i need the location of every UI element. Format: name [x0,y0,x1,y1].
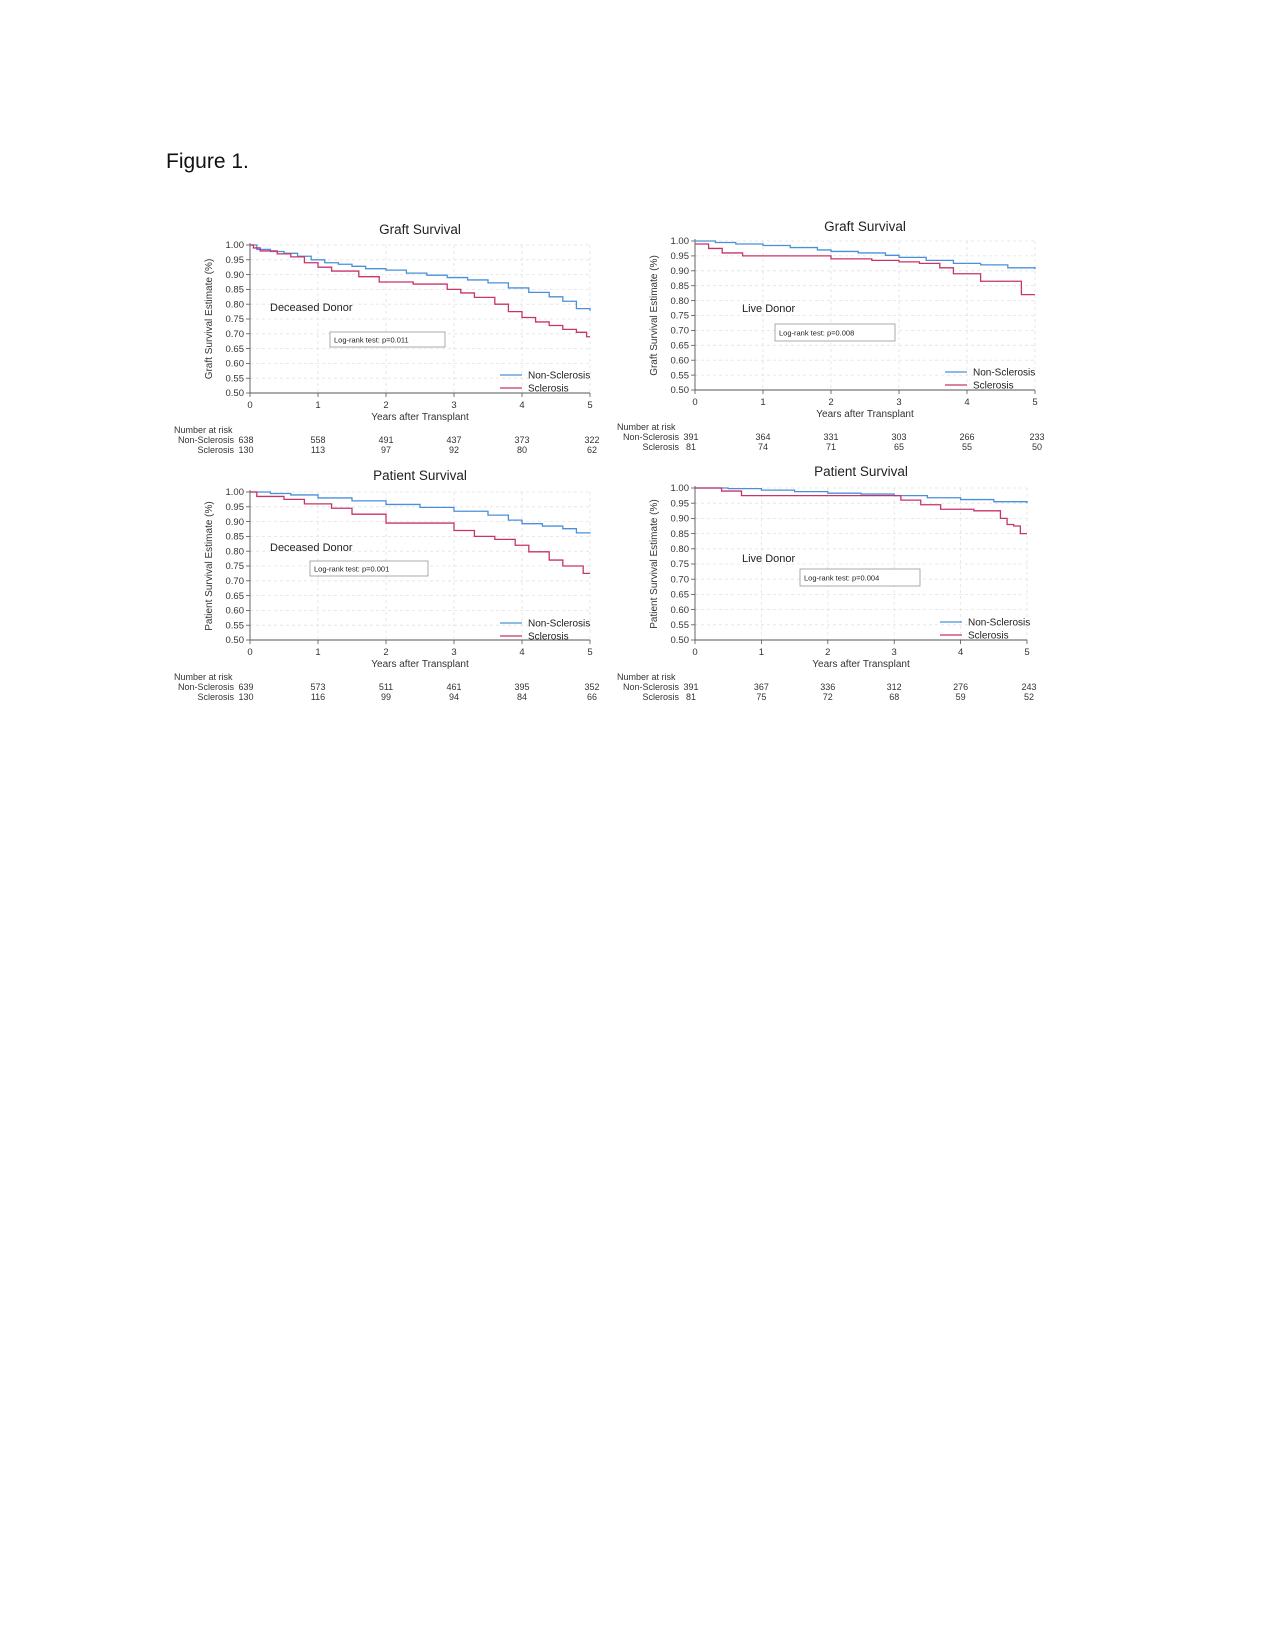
risk-count: 62 [586,445,598,455]
series-line-non-sclerosis [250,245,590,311]
y-tick-label: 0.75 [670,559,689,571]
risk-count: 352 [584,682,600,692]
risk-count: 638 [238,435,254,445]
risk-count: 84 [516,692,528,702]
y-tick-label: 0.65 [225,590,244,602]
risk-row-label: Non-Sclerosis [177,682,234,692]
series-line-sclerosis [695,244,1035,295]
x-tick-label: 4 [964,397,970,408]
risk-count: 367 [753,682,769,692]
risk-row-label: Sclerosis [197,445,234,455]
x-tick-label: 2 [825,647,831,658]
risk-count: 113 [310,445,326,455]
x-tick-label: 4 [519,400,525,411]
y-tick-label: 0.75 [225,561,244,573]
x-tick-label: 0 [692,397,698,408]
risk-count: 312 [886,682,902,692]
risk-count: 94 [448,692,460,702]
donor-label: Live Donor [742,303,796,315]
x-tick-label: 4 [519,647,525,658]
risk-count: 437 [446,435,462,445]
legend-label: Sclerosis [968,630,1009,642]
graft-survival-deceased-chart [170,222,640,480]
risk-count: 322 [584,435,600,445]
legend-label: Non-Sclerosis [968,617,1031,629]
risk-row-label: Non-Sclerosis [177,435,234,445]
y-tick-label: 0.70 [225,576,244,587]
risk-count: 99 [380,692,392,702]
x-tick-label: 1 [760,397,766,408]
y-tick-label: 0.60 [225,358,244,370]
risk-count: 243 [1021,682,1037,692]
y-tick-label: 0.50 [670,635,689,647]
donor-label: Live Donor [742,553,796,565]
x-tick-label: 1 [315,400,321,411]
risk-count: 130 [238,445,254,455]
x-tick-label: 0 [247,400,253,411]
x-tick-label: 0 [247,647,253,658]
risk-count: 558 [310,435,326,445]
legend-label: Sclerosis [528,383,569,395]
log-rank-text: Log-rank test: p=0.004 [804,573,880,583]
y-tick-label: 0.85 [670,528,689,540]
log-rank-text: Log-rank test: p=0.001 [314,564,390,574]
legend-label: Non-Sclerosis [973,367,1036,379]
y-tick-label: 0.90 [225,269,244,281]
y-tick-label: 0.65 [225,343,244,355]
risk-count: 97 [380,445,392,455]
risk-count: 50 [1031,442,1043,452]
y-tick-label: 0.90 [670,513,689,525]
y-tick-label: 0.60 [670,355,689,367]
y-tick-label: 1.00 [225,240,244,252]
risk-row-label: Sclerosis [197,692,234,702]
risk-count: 68 [889,692,900,702]
risk-row-label: Sclerosis [642,692,679,702]
x-tick-label: 2 [383,400,389,411]
x-tick-label: 3 [896,397,902,408]
risk-count: 511 [378,682,394,692]
log-rank-text: Log-rank test: p=0.011 [334,335,409,345]
y-tick-label: 0.90 [225,516,244,528]
y-tick-label: 0.70 [225,329,244,340]
x-tick-label: 4 [957,647,964,658]
y-axis-label: Patient Survival Estimate (%) [204,501,215,631]
risk-count: 303 [891,432,907,442]
chart-title: Patient Survival [814,464,908,479]
risk-count: 80 [516,445,528,455]
risk-count: 130 [238,692,254,702]
y-tick-label: 0.80 [225,299,244,311]
x-axis-label: Years after Transplant [812,659,910,670]
x-axis-label: Years after Transplant [371,659,469,670]
y-tick-label: 0.95 [225,502,244,513]
risk-count: 639 [238,682,254,692]
y-tick-label: 0.60 [225,605,244,617]
y-tick-label: 0.95 [225,255,244,266]
risk-row-label: Non-Sclerosis [622,682,679,692]
y-tick-label: 0.65 [670,340,689,352]
y-axis-label: Graft Survival Estimate (%) [204,258,215,380]
risk-count: 391 [683,682,699,692]
risk-count: 52 [1023,692,1035,702]
y-tick-label: 0.95 [670,251,689,263]
y-axis-label: Patient Survival Estimate (%) [649,499,660,629]
risk-count: 364 [755,432,771,442]
x-tick-label: 3 [451,647,457,658]
risk-count: 81 [685,442,697,452]
risk-count: 573 [310,682,326,692]
risk-count: 74 [757,442,769,452]
donor-label: Deceased Donor [270,302,353,314]
log-rank-text: Log-rank test: p=0.008 [779,328,855,338]
x-tick-label: 5 [587,400,593,411]
risk-count: 65 [893,442,905,452]
y-tick-label: 0.55 [670,370,689,382]
y-tick-label: 0.80 [670,544,689,555]
series-line-non-sclerosis [695,241,1035,269]
y-tick-label: 0.55 [225,373,244,385]
y-tick-label: 0.55 [225,620,244,632]
series-line-sclerosis [250,245,590,337]
x-tick-label: 1 [315,647,321,658]
y-tick-label: 0.50 [670,385,689,397]
x-tick-label: 3 [891,647,897,658]
risk-count: 491 [378,435,394,445]
risk-table-header: Number at risk [617,672,676,682]
risk-table-header: Number at risk [174,425,233,435]
risk-row-label: Non-Sclerosis [622,432,679,442]
chart-title: Patient Survival [373,468,467,483]
donor-label: Deceased Donor [270,542,353,554]
y-tick-label: 0.80 [670,295,689,307]
y-tick-label: 0.60 [670,604,689,616]
y-tick-label: 0.90 [670,266,689,277]
patient-survival-deceased-chart [170,468,640,741]
y-tick-label: 0.50 [225,388,244,400]
risk-count: 92 [448,445,460,455]
risk-count: 75 [756,692,767,702]
x-tick-label: 5 [1032,397,1038,408]
x-tick-label: 2 [383,647,389,658]
risk-count: 55 [961,442,973,452]
risk-table-header: Number at risk [174,672,233,682]
chart-title: Graft Survival [824,219,906,234]
risk-count: 71 [825,442,837,452]
y-tick-label: 0.85 [225,284,244,296]
y-tick-label: 0.70 [670,574,689,586]
risk-count: 266 [959,432,975,442]
legend-label: Sclerosis [973,380,1014,392]
y-tick-label: 0.65 [670,589,689,601]
legend-label: Non-Sclerosis [528,370,591,382]
y-tick-label: 0.95 [670,498,689,510]
y-tick-label: 0.55 [670,620,689,631]
risk-count: 331 [823,432,839,442]
y-tick-label: 1.00 [670,236,689,248]
y-tick-label: 0.75 [670,310,689,322]
risk-count: 336 [820,682,836,692]
y-tick-label: 1.00 [225,487,244,499]
risk-count: 81 [685,692,697,702]
series-line-non-sclerosis [250,492,590,533]
risk-count: 373 [514,435,530,445]
legend-label: Non-Sclerosis [528,618,591,630]
graft-survival-live-chart [617,219,1105,477]
risk-count: 116 [310,692,326,702]
risk-count: 59 [955,692,966,702]
y-tick-label: 0.70 [670,325,689,337]
risk-count: 276 [953,682,969,692]
x-tick-label: 0 [692,647,698,658]
y-tick-label: 0.50 [225,635,244,647]
x-tick-label: 5 [587,647,593,658]
risk-count: 72 [822,692,833,702]
series-line-sclerosis [695,488,1027,534]
y-tick-label: 1.00 [670,483,689,495]
risk-count: 391 [683,432,699,442]
x-tick-label: 1 [758,647,765,658]
legend-label: Sclerosis [528,631,569,643]
risk-count: 395 [514,682,530,692]
risk-count: 66 [586,692,598,702]
figure-label: Figure 1. [166,150,249,173]
x-axis-label: Years after Transplant [371,412,469,423]
risk-count: 233 [1029,432,1045,442]
y-tick-label: 0.85 [670,280,689,292]
risk-row-label: Sclerosis [642,442,679,452]
patient-survival-live-chart [617,464,1105,737]
x-tick-label: 5 [1024,647,1030,658]
risk-table-header: Number at risk [617,422,676,432]
x-tick-label: 2 [828,397,834,408]
chart-title: Graft Survival [379,222,461,237]
y-tick-label: 0.75 [225,314,244,326]
x-tick-label: 3 [451,400,457,411]
y-tick-label: 0.85 [225,531,244,543]
y-tick-label: 0.80 [225,546,244,558]
x-axis-label: Years after Transplant [816,409,914,420]
y-axis-label: Graft Survival Estimate (%) [649,255,660,376]
risk-count: 461 [446,682,462,692]
